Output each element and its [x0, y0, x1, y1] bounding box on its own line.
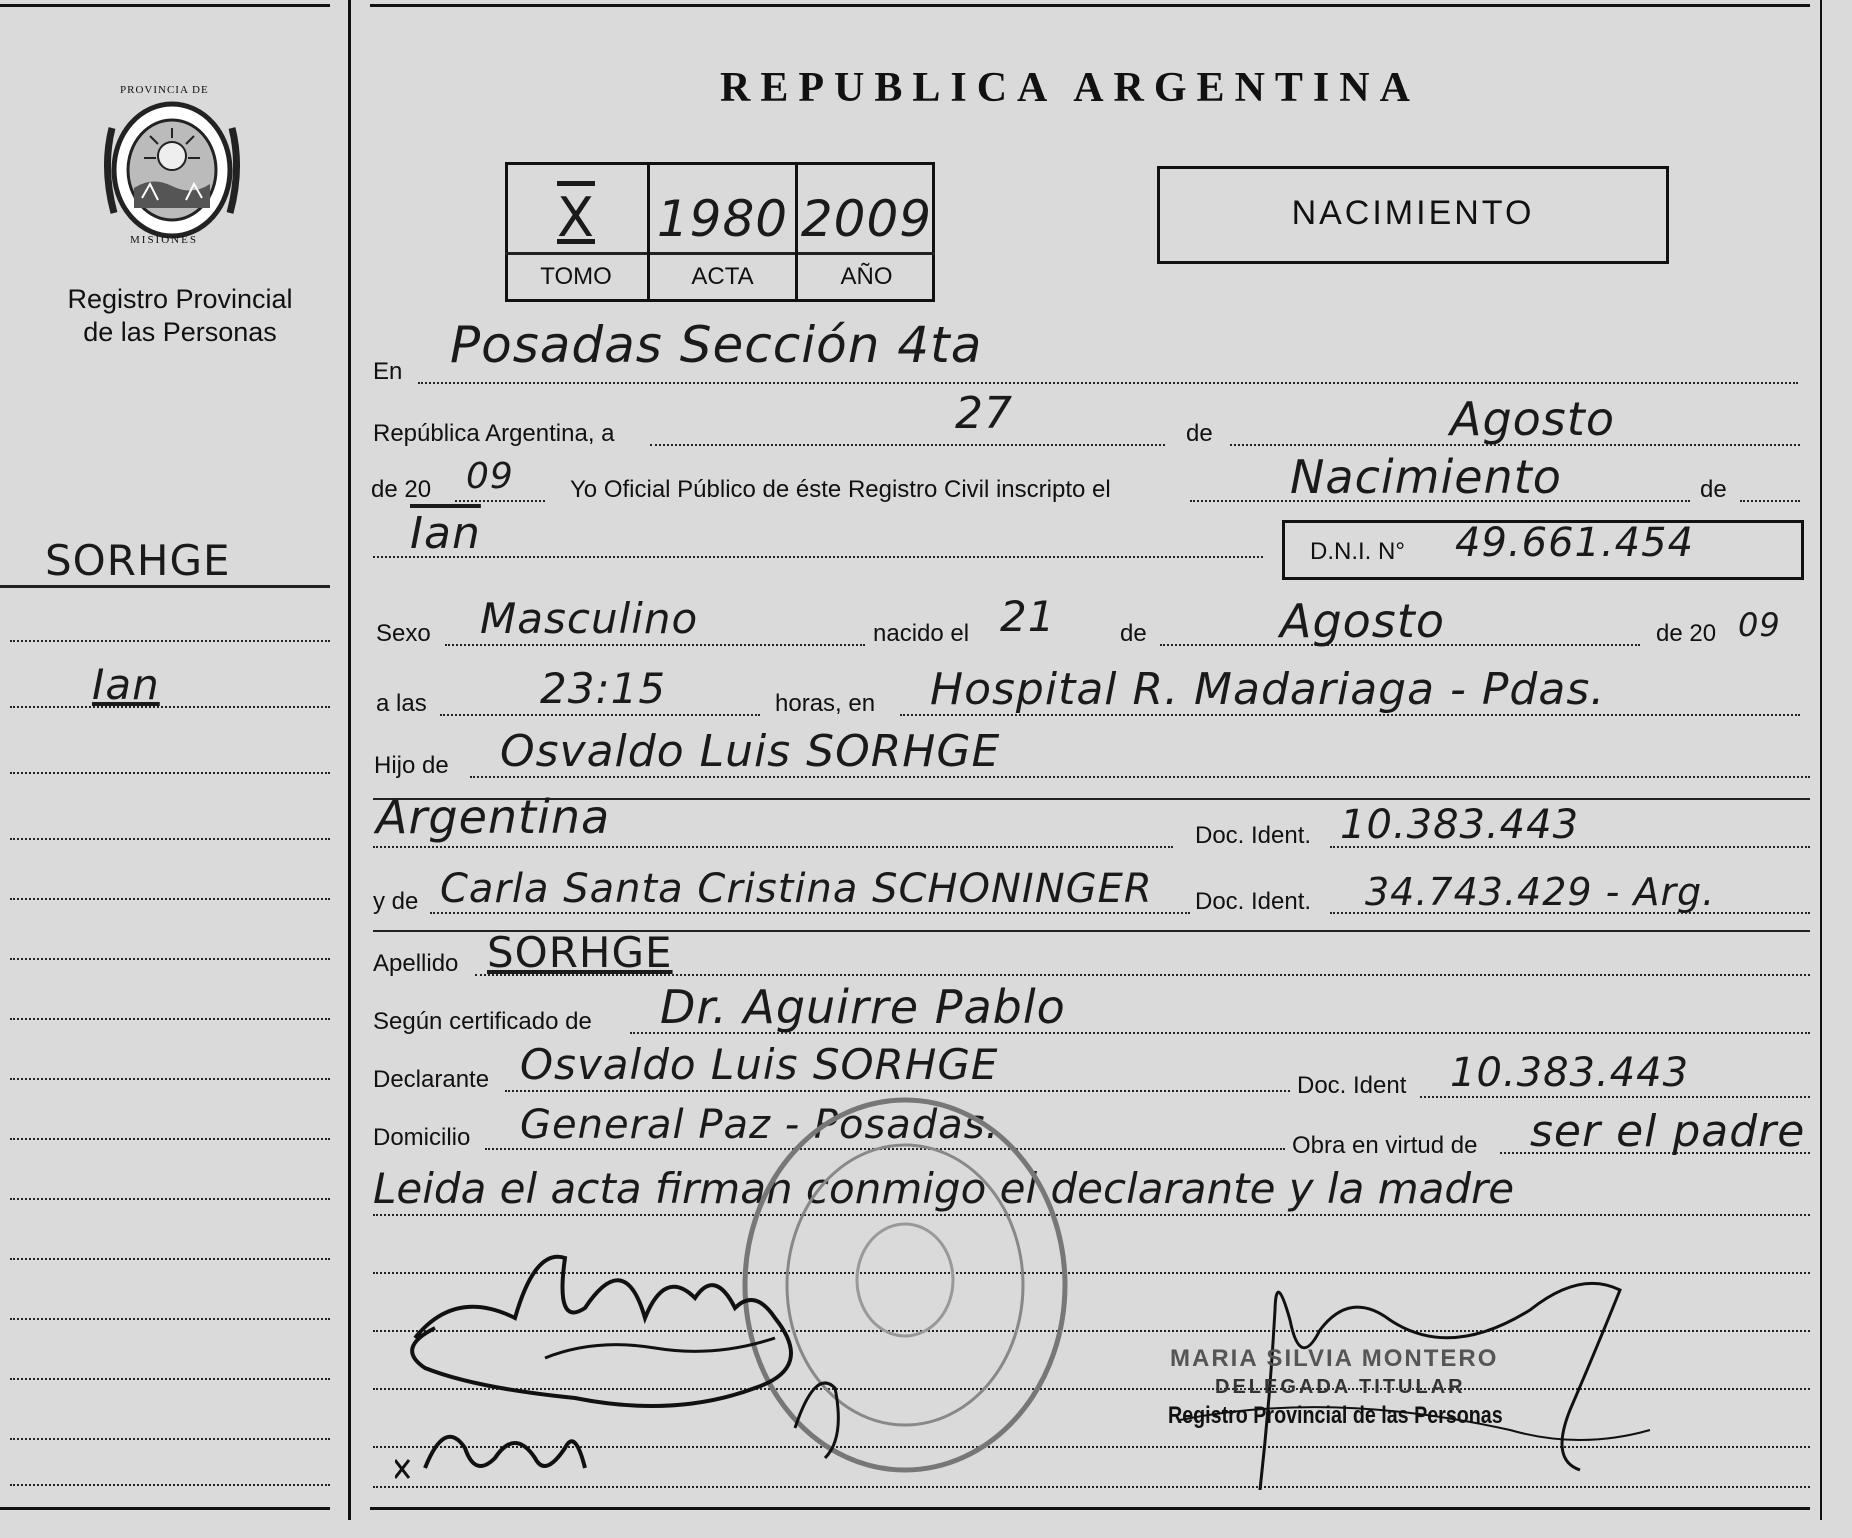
- obra-line: [1500, 1152, 1810, 1154]
- month-value: Agosto: [1450, 392, 1615, 446]
- sidebar-dotline: [10, 1078, 330, 1080]
- sidebar-dotline: [10, 1018, 330, 1020]
- anio-label: AÑO: [840, 263, 893, 290]
- oficial-text: Yo Oficial Público de éste Registro Civil inscripto el: [570, 476, 1111, 503]
- declarante-doc: 10.383.443: [1450, 1050, 1690, 1096]
- en-value: Posadas Sección 4ta: [450, 316, 983, 374]
- place-value: Hospital R. Madariaga - Pdas.: [930, 664, 1606, 715]
- en-label: En: [373, 358, 403, 385]
- apellido-label: Apellido: [373, 950, 459, 977]
- birth-day: 21: [1000, 592, 1056, 641]
- birth-month: Agosto: [1280, 594, 1445, 648]
- dni-label: D.N.I. N°: [1310, 538, 1405, 565]
- yde-label: y de: [373, 888, 419, 915]
- act-type-label: NACIMIENTO: [1291, 194, 1535, 232]
- republica-label: República Argentina, a: [373, 420, 615, 447]
- stamp-agency: Registro Provincial de las Personas: [1168, 1402, 1503, 1429]
- signature-icon: [395, 1228, 935, 1488]
- declarant-signature: [395, 1228, 935, 1488]
- docident-label-3: Doc. Ident: [1297, 1072, 1407, 1099]
- sidebar-dotline: [10, 1484, 330, 1486]
- declarante-doc-line: [1420, 1096, 1810, 1098]
- top-border-right: [370, 4, 1810, 7]
- horas-label: horas, en: [775, 690, 876, 717]
- apellido-value: SORHGE: [487, 928, 673, 977]
- alas-label: a las: [376, 690, 427, 717]
- year-line: [455, 500, 545, 502]
- sidebar-surname-rule: [0, 585, 330, 588]
- en-line: [418, 382, 1798, 384]
- tomo-label: TOMO: [540, 263, 612, 290]
- father-nationality: Argentina: [376, 790, 611, 844]
- domicilio-value: General Paz - Posadas.: [520, 1102, 1000, 1148]
- docident-label: Doc. Ident.: [1195, 822, 1312, 849]
- sidebar-dotline: [10, 1318, 330, 1320]
- republica-line: [650, 444, 1165, 446]
- leida-text: Leida el acta firman conmigo el declarante y la madre: [373, 1164, 1515, 1213]
- father-value: Osvaldo Luis SORHGE: [500, 726, 1001, 777]
- province-seal: [92, 88, 252, 253]
- acta-label: ACTA: [691, 263, 754, 290]
- declarante-value: Osvaldo Luis SORHGE: [520, 1040, 999, 1089]
- bottom-border-right: [370, 1507, 1810, 1510]
- inscripto-value: Nacimiento: [1290, 450, 1562, 504]
- top-border-left: [0, 4, 330, 7]
- name-line: [373, 556, 1263, 558]
- father-doc-line: [1330, 846, 1810, 848]
- sexo-line: [445, 644, 865, 646]
- de-label: de: [1186, 420, 1213, 447]
- sidebar-dotline: [10, 772, 330, 774]
- seal-emblem-icon: [92, 88, 252, 253]
- hijo-label: Hijo de: [374, 752, 449, 779]
- sidebar-dotline: [10, 958, 330, 960]
- stamp-title: DELEGADA TITULAR: [1215, 1376, 1466, 1398]
- sidebar-dotline: [10, 640, 330, 642]
- sidebar-dotline: [10, 1138, 330, 1140]
- mother-line: [430, 912, 1190, 914]
- docident-label-2: Doc. Ident.: [1195, 888, 1312, 915]
- de20-label: de 20: [371, 476, 432, 503]
- sidebar-dotline: [10, 706, 330, 708]
- mother-doc-line: [1330, 912, 1810, 914]
- year-value: 09: [466, 456, 514, 497]
- seal-text-top: PROVINCIA DE: [120, 84, 209, 96]
- bottom-border-left: [0, 1507, 330, 1510]
- apellido-line: [475, 974, 1810, 976]
- sidebar-dotline: [10, 1378, 330, 1380]
- page-title: REPUBLICA ARGENTINA: [720, 65, 1420, 111]
- right-border: [1820, 0, 1822, 1520]
- tomo-value: X: [557, 186, 595, 249]
- agency-name-line1: Registro Provincial: [67, 284, 293, 314]
- de-label-2: de: [1700, 476, 1727, 503]
- record-box-midline: [505, 252, 935, 255]
- nationality-dotline: [373, 846, 1173, 848]
- agency-name-line2: de las Personas: [83, 317, 277, 347]
- time-line: [440, 714, 760, 716]
- column-divider: [348, 0, 351, 1520]
- father-doc: 10.383.443: [1340, 802, 1580, 848]
- obra-value: ser el padre: [1530, 1106, 1806, 1157]
- sidebar-dotline: [10, 1198, 330, 1200]
- mother-value: Carla Santa Cristina SCHONINGER: [440, 866, 1153, 912]
- name-value: $\overline{Ian}$: [410, 508, 481, 559]
- anio-value: 2009: [800, 190, 933, 248]
- de-label-3: de: [1120, 620, 1147, 647]
- day-value: 27: [955, 388, 1013, 439]
- de-line-2: [1740, 500, 1800, 502]
- sidebar-given-name: Ian: [92, 660, 160, 709]
- sexo-label: Sexo: [376, 620, 431, 647]
- segun-label: Según certificado de: [373, 1008, 592, 1035]
- mother-doc: 34.743.429 - Arg.: [1365, 870, 1716, 914]
- domicilio-label: Domicilio: [373, 1124, 471, 1151]
- sidebar-surname: SORHGE: [45, 536, 231, 585]
- sidebar-dotline: [10, 898, 330, 900]
- sidebar-dotline: [10, 838, 330, 840]
- seal-text-bottom: MISIONES: [130, 234, 198, 246]
- dni-value: 49.661.454: [1455, 520, 1695, 566]
- leida-line: [373, 1214, 1810, 1216]
- de2009-label: de 20: [1656, 620, 1717, 647]
- sidebar-dotline: [10, 1258, 330, 1260]
- stamp-name: MARIA SILVIA MONTERO: [1170, 1345, 1499, 1372]
- time-value: 23:15: [540, 664, 667, 713]
- sexo-value: Masculino: [480, 594, 699, 643]
- segun-value: Dr. Aguirre Pablo: [660, 980, 1066, 1034]
- birth-year: 09: [1738, 606, 1781, 644]
- acta-value: 1980: [656, 190, 789, 248]
- obra-label: Obra en virtud de: [1292, 1132, 1478, 1159]
- nacido-label: nacido el: [873, 620, 970, 647]
- declarante-label: Declarante: [373, 1066, 490, 1093]
- sidebar-dotline: [10, 1438, 330, 1440]
